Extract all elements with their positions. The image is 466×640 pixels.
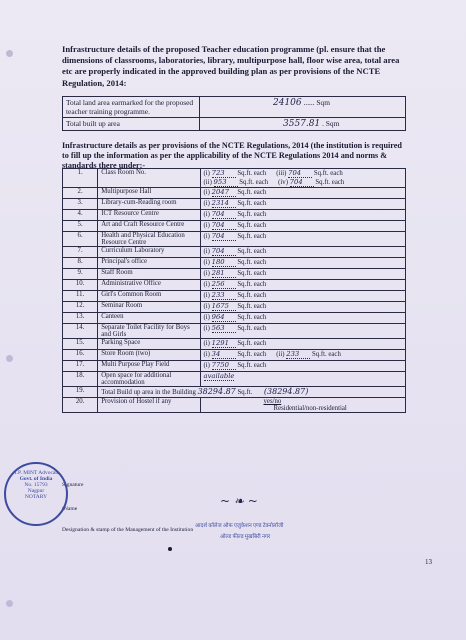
entry-unit: Sq.ft. each [237, 325, 267, 332]
entry-unit: Sq.ft. each [237, 259, 267, 266]
area-entry [204, 313, 267, 322]
facility-item: Multi Purpose Play Field [98, 361, 200, 372]
entry-value: 1675 [212, 302, 236, 311]
entry-prefix: (i) [203, 314, 210, 321]
facility-row [63, 232, 406, 247]
area-entry [204, 199, 267, 208]
facility-row [63, 199, 406, 210]
facility-sn: 3. [63, 199, 98, 210]
facility-item: Health and Physical Education Resource Centre [98, 232, 200, 247]
total-unit: Sq.ft. [237, 389, 253, 396]
hostel-row [63, 398, 406, 413]
stamp-number-text: No. 15793 [24, 482, 48, 488]
facility-item: Staff Room [98, 269, 200, 280]
facility-area [200, 361, 405, 372]
entry-unit: Sq.ft. each [237, 303, 267, 310]
entry-prefix: (i) [203, 351, 210, 358]
entry-value: 7750 [212, 361, 236, 370]
entry-prefix: (i) [203, 233, 210, 240]
page-number: 13 [425, 558, 432, 566]
facility-item: Seminar Room [98, 302, 200, 313]
facility-row [63, 324, 406, 339]
facility-area [200, 247, 405, 258]
stamp-side-text: NOTARY [24, 494, 48, 500]
entry-value: available [203, 372, 235, 380]
facility-sn: 13. [63, 313, 98, 324]
facility-row [63, 280, 406, 291]
land-area-value: 24106 [273, 98, 302, 108]
built-area-label: Total built up area [63, 118, 200, 131]
area-entry [204, 258, 267, 267]
entry-unit: Sq.ft. each [313, 170, 343, 177]
facility-area [200, 269, 405, 280]
entry-value: 704 [290, 178, 314, 187]
facility-row [63, 350, 406, 361]
area-entry [278, 178, 344, 187]
facility-sn: 10. [63, 280, 98, 291]
built-area-row [63, 118, 406, 131]
entry-prefix: (ii) [203, 179, 212, 186]
entry-value: 704 [212, 232, 236, 241]
entry-prefix: (i) [203, 362, 210, 369]
institution-stamp-line2: ओल्ड फील्ड मुखबिरी नगर [220, 534, 271, 540]
intro-paragraph: Infrastructure details of the proposed Teacher education programme (pl. ensure that the dimensions of classrooms, laboratories, library, multipurpose hall, floor wise area, total area etc are properly indicated in the approved building plan as per provisions of the NCTE Regulation, 2014: [62, 44, 400, 88]
facility-item: Store Room (two) [98, 350, 200, 361]
area-entry [204, 324, 267, 333]
facility-item: Library-cum-Reading room [98, 199, 200, 210]
total-row [63, 387, 406, 398]
entry-prefix: (i) [203, 270, 210, 277]
entry-prefix: (i) [203, 281, 210, 288]
entry-value: 2314 [212, 199, 236, 208]
entry-prefix: (i) [203, 248, 210, 255]
entry-unit: Sq.ft. each [237, 362, 267, 369]
entry-unit: Sq.ft. each [237, 211, 267, 218]
built-area-value: 3557.81 [283, 119, 321, 129]
entry-unit: Sq.ft. each [237, 200, 267, 207]
area-entry [204, 221, 267, 230]
built-area-cell [200, 118, 406, 131]
entry-prefix: (iv) [278, 179, 288, 186]
signature-scribble: ~ ❧ ~ [220, 494, 258, 508]
entry-value: 953 [214, 178, 238, 187]
facility-area [200, 188, 405, 199]
entry-prefix: (ii) [276, 351, 285, 358]
hostel-label: Provision of Hostel if any [98, 398, 200, 413]
area-summary-table [62, 96, 406, 131]
entry-prefix: (i) [203, 340, 210, 347]
total-sn: 19. [63, 387, 98, 398]
total-cell [98, 387, 406, 398]
facility-item: Art and Craft Resource Centre [98, 221, 200, 232]
area-entry [204, 339, 267, 348]
notary-round-stamp [4, 462, 68, 526]
area-entry [204, 210, 267, 219]
entry-prefix: (i) [203, 303, 210, 310]
entry-prefix: (i) [203, 325, 210, 332]
facility-row [63, 313, 406, 324]
designation-label: Designation & stamp of the Management of the Institution [62, 527, 194, 533]
stamp-bottom-text: Nagpur [27, 488, 45, 494]
hostel-value [200, 398, 405, 413]
facility-sn: 6. [63, 232, 98, 247]
area-entry [204, 302, 267, 311]
institution-stamp: आदर्श कॉलेज ऑफ एजुकेशन एण्ड टेक्नोलॉजी [195, 523, 284, 529]
facility-sn: 1. [63, 169, 98, 188]
facility-sn: 14. [63, 324, 98, 339]
entry-unit: Sq.ft. each [237, 281, 267, 288]
facility-sn: 4. [63, 210, 98, 221]
facility-sn: 5. [63, 221, 98, 232]
land-area-cell [200, 97, 406, 118]
entry-prefix: (iii) [276, 170, 287, 177]
total-value: 38294.87 [197, 387, 236, 396]
entry-value: 704 [212, 210, 236, 219]
total-circled: (38294.87) [263, 387, 309, 396]
facility-area [200, 324, 405, 339]
facility-item: Canteen [98, 313, 200, 324]
facility-sn: 15. [63, 339, 98, 350]
entry-prefix: (i) [203, 222, 210, 229]
area-entry [204, 269, 267, 278]
area-entry [204, 188, 267, 197]
area-entry [204, 372, 235, 381]
facility-area [200, 302, 405, 313]
entry-value: 34 [212, 350, 236, 359]
entry-unit: Sq.ft. each [237, 292, 267, 299]
facility-area [200, 372, 405, 387]
entry-unit: Sq.ft. each [237, 340, 267, 347]
facility-sn: 2. [63, 188, 98, 199]
land-area-unit: ...... Sqm [303, 98, 330, 107]
facility-item: Curriculum Laboratory [98, 247, 200, 258]
facility-row [63, 302, 406, 313]
facility-area [200, 199, 405, 210]
facility-row [63, 221, 406, 232]
ink-dot [168, 547, 172, 551]
entry-prefix: (i) [203, 200, 210, 207]
land-area-row [63, 97, 406, 118]
facility-sn: 11. [63, 291, 98, 302]
land-area-label: Total land area earmarked for the proposed teacher training programme. [63, 97, 200, 118]
entry-value: 704 [212, 247, 236, 256]
hostel-sn: 20. [63, 398, 98, 413]
total-label: Total Build up area in the Building [101, 389, 196, 396]
facility-row [63, 291, 406, 302]
entry-unit: Sq.ft. each [237, 314, 267, 321]
punch-hole [6, 50, 13, 57]
area-entry [204, 361, 267, 370]
entry-unit: Sq.ft. each [237, 170, 267, 177]
entry-value: 180 [212, 258, 236, 267]
facility-area [200, 280, 405, 291]
entry-unit: Sq.ft. each [315, 179, 345, 186]
hostel-answer: yes/no [263, 398, 282, 405]
facility-item: Principal's office [98, 258, 200, 269]
facility-area [200, 210, 405, 221]
entry-prefix: (i) [203, 189, 210, 196]
area-entry [204, 232, 267, 241]
area-entry [204, 291, 267, 300]
area-entry [204, 280, 267, 289]
entry-unit: Sq.ft. each [237, 270, 267, 277]
facility-item: ICT Resource Centre [98, 210, 200, 221]
facility-sn: 12. [63, 302, 98, 313]
stamp-top-text: A.P. MINT Advocate [12, 470, 60, 476]
facility-row [63, 269, 406, 280]
area-entry [276, 169, 343, 178]
facility-row [63, 210, 406, 221]
entry-value: 563 [212, 324, 236, 333]
facility-area [200, 221, 405, 232]
area-entry [204, 169, 267, 178]
facility-item: Class Room No. [98, 169, 200, 188]
punch-hole [6, 600, 13, 607]
entry-prefix: (i) [203, 259, 210, 266]
entry-value: 233 [286, 350, 310, 359]
area-entry [204, 350, 267, 359]
entry-value: 704 [288, 169, 312, 178]
entry-unit: Sq.ft. each [237, 189, 267, 196]
facility-sn: 8. [63, 258, 98, 269]
entry-unit: Sq.ft. each [239, 179, 269, 186]
facility-area [200, 169, 405, 188]
hostel-type: Residential/non-residential [273, 405, 347, 412]
facility-sn: 7. [63, 247, 98, 258]
facility-row [63, 339, 406, 350]
area-entry [204, 247, 267, 256]
facility-item: Administrative Office [98, 280, 200, 291]
facility-sn: 17. [63, 361, 98, 372]
area-entry [276, 350, 341, 359]
entry-unit: Sq.ft. each [311, 351, 341, 358]
facility-area [200, 339, 405, 350]
entry-value: 964 [212, 313, 236, 322]
facility-row [63, 372, 406, 387]
entry-unit: Sq.ft. each [237, 248, 267, 255]
facility-row [63, 169, 406, 188]
facility-item: Multipurpose Hall [98, 188, 200, 199]
facility-row [63, 361, 406, 372]
entry-prefix: (i) [203, 170, 210, 177]
facility-row [63, 188, 406, 199]
entry-unit: Sq.ft. each [237, 222, 267, 229]
facility-item: Separate Toilet Facility for Boys and Girls [98, 324, 200, 339]
facility-sn: 16. [63, 350, 98, 361]
built-area-unit: . Sqm [322, 119, 340, 128]
facility-area [200, 313, 405, 324]
area-entry [204, 178, 269, 187]
entry-value: 281 [212, 269, 236, 278]
facility-table [62, 168, 406, 413]
facility-item: Parking Space [98, 339, 200, 350]
entry-value: 704 [212, 221, 236, 230]
entry-prefix: (i) [203, 211, 210, 218]
facility-row [63, 258, 406, 269]
entry-unit: Sq.ft. each [237, 233, 267, 240]
facility-area [200, 350, 405, 361]
facility-sn: 18. [63, 372, 98, 387]
entry-value: 256 [212, 280, 236, 289]
facility-area [200, 258, 405, 269]
name-label: (Name [62, 506, 78, 512]
facility-item: Girl's Common Room [98, 291, 200, 302]
facility-row [63, 247, 406, 258]
facility-area [200, 232, 405, 247]
entry-value: 2047 [212, 188, 236, 197]
entry-value: 723 [212, 169, 236, 178]
facility-sn: 9. [63, 269, 98, 280]
stamp-mid-text: Govt. of India [19, 476, 53, 482]
entry-value: 1291 [212, 339, 236, 348]
entry-prefix: (i) [203, 292, 210, 299]
entry-value: 233 [212, 291, 236, 300]
facility-item: Open space for additional accommodation [98, 372, 200, 387]
section-header: Infrastructure details as per provisions of the NCTE Regulations, 2014 (the institution is required to fill up the information as per the applicability of the NCTE Regulations 2014 and norms & standards there under:- [62, 141, 402, 171]
punch-hole [6, 355, 13, 362]
facility-area [200, 291, 405, 302]
signature-label: Signature [62, 482, 84, 488]
entry-unit: Sq.ft. each [237, 351, 267, 358]
